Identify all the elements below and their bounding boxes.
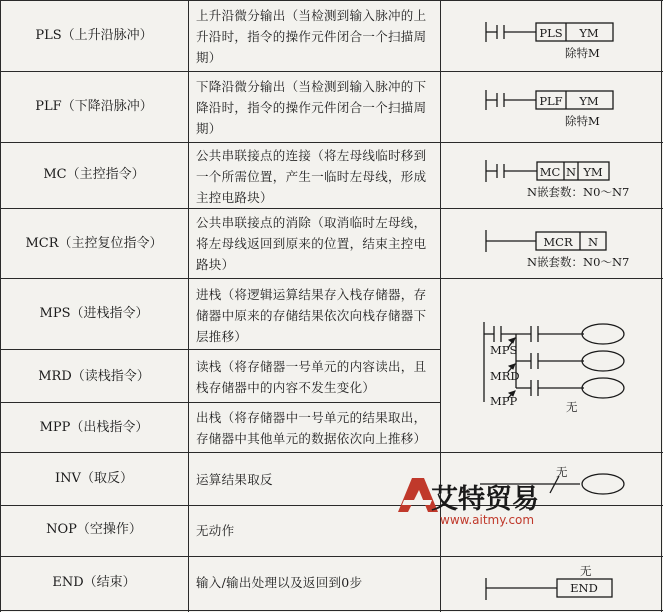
plf-note: 除特M [565, 114, 600, 128]
instruction-description: 运算结果取反 [196, 472, 273, 487]
instruction-name: MPS（进栈指令） [39, 306, 149, 321]
stack-ladder-diagram [484, 322, 624, 402]
mc-n-label: N [565, 165, 577, 179]
instruction-description: 出栈（将存储器中一号单元的结果取出，存储器中其他单元的数据依次向上推移） [196, 410, 427, 446]
watermark-brand: 艾特贸易 [431, 484, 539, 515]
instruction-name: PLS（上升沿脉冲） [35, 28, 153, 43]
plf-device-label: YM [579, 94, 599, 108]
instruction-name: MC（主控指令） [43, 167, 145, 182]
plf-op-label: PLF [539, 94, 563, 108]
instruction-name: MRD（读栈指令） [38, 369, 150, 384]
pls-note: 除特M [565, 46, 600, 60]
inv-note: 无 [556, 465, 568, 479]
mc-op-label: MC [539, 165, 561, 179]
watermark-url: www.aitmy.com [440, 513, 535, 527]
end-op-label: END [570, 581, 598, 595]
instruction-name: MCR（主控复位指令） [25, 236, 163, 251]
aitmy-watermark [398, 478, 539, 527]
mpp-label: MPP [490, 394, 518, 408]
instruction-description: 读栈（将存储器一号单元的内容读出，且栈存储器中的内容不发生变化） [196, 359, 427, 395]
instruction-description: 进栈（将逻辑运算结果存入栈存储器，存储器中原来的存储结果依次向栈存储器下层推移） [196, 287, 427, 344]
instruction-name: INV（取反） [55, 471, 133, 486]
instruction-name: PLF（下降沿脉冲） [35, 99, 153, 114]
pls-op-label: PLS [539, 26, 563, 40]
mcr-op-label: MCR [543, 235, 573, 249]
mcr-note: N嵌套数：N0～N7 [527, 255, 630, 269]
instruction-name: MPP（出栈指令） [39, 420, 149, 435]
end-note: 无 [580, 564, 592, 578]
instruction-description: 公共串联接点的连接（将左母线临时移到一个所需位置，产生一临时左母线，形成主控电路块） [196, 148, 427, 205]
instruction-description: 下降沿微分输出（当检测到输入脉冲的下降沿时，指令的操作元件闭合一个扫描周期） [196, 79, 427, 136]
instruction-description: 公共串联接点的消除（取消临时左母线，将左母线返回到原来的位置，结束主控电路块） [196, 215, 427, 272]
mps-label: MPS [490, 343, 518, 357]
mcr-n-label: N [587, 235, 599, 249]
instruction-description: 上升沿微分输出（当检测到输入脉冲的上升沿时，指令的操作元件闭合一个扫描周期） [196, 8, 427, 65]
instruction-name: END（结束） [52, 575, 136, 590]
mrd-label: MRD [490, 369, 520, 383]
pls-device-label: YM [579, 26, 599, 40]
mc-note: N嵌套数：N0～N7 [527, 185, 630, 199]
instruction-description: 无动作 [196, 523, 235, 538]
mc-device-label: YM [583, 165, 603, 179]
instruction-name: NOP（空操作） [46, 522, 142, 537]
instruction-description: 输入/输出处理以及返回到0步 [196, 575, 363, 590]
stack-note: 无 [566, 400, 578, 414]
